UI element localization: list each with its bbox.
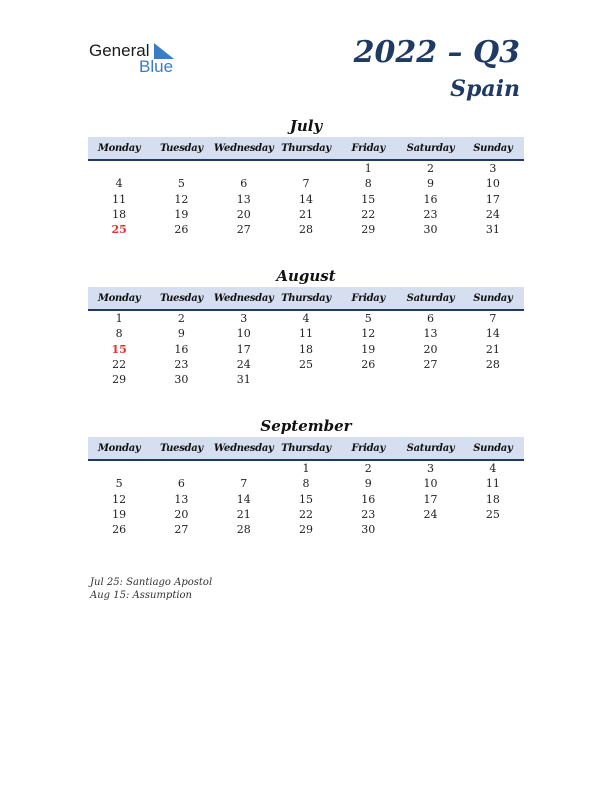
- day-cell: 26: [174, 223, 189, 237]
- day-cell: 15: [298, 492, 313, 506]
- weekday-label: Sunday: [473, 292, 513, 304]
- logo-word-blue: Blue: [139, 57, 174, 76]
- day-cell: 21: [298, 208, 313, 222]
- day-cell: 28: [485, 358, 500, 372]
- day-cell: 16: [361, 492, 376, 506]
- weekday-label: Monday: [97, 442, 141, 454]
- day-cell: 9: [177, 327, 185, 341]
- day-cell: 1: [364, 162, 372, 176]
- holiday-notes: [90, 576, 212, 602]
- day-cell: 24: [485, 208, 500, 222]
- day-cell: 20: [174, 508, 189, 522]
- day-cell: 22: [112, 358, 127, 372]
- day-cell: 21: [485, 342, 500, 356]
- day-cell: 20: [236, 208, 251, 222]
- day-cell: 18: [485, 492, 500, 506]
- day-cell: 16: [423, 192, 438, 206]
- weekday-label: Thursday: [281, 292, 331, 304]
- day-cell: 22: [298, 508, 313, 522]
- week-row: [88, 192, 524, 207]
- day-cell: 8: [302, 477, 310, 491]
- day-cell: 26: [361, 358, 376, 372]
- weekday-label: Wednesday: [213, 442, 274, 454]
- day-cell: 4: [302, 312, 310, 326]
- day-cell: 19: [174, 208, 189, 222]
- day-cell: 3: [427, 462, 435, 476]
- weekday-header: [88, 437, 524, 461]
- generalblue-logo: [89, 41, 189, 75]
- day-cell: 17: [485, 192, 500, 206]
- day-cell: 6: [240, 177, 248, 191]
- day-cell: 28: [298, 223, 313, 237]
- day-cell: 5: [177, 177, 185, 191]
- day-cell: 19: [361, 342, 376, 356]
- day-cell: 6: [177, 477, 185, 491]
- day-cell: 11: [112, 192, 127, 206]
- weekday-label: Tuesday: [159, 442, 203, 454]
- day-cell: 12: [361, 327, 376, 341]
- week-row: [88, 207, 524, 222]
- day-cell: 10: [423, 477, 438, 491]
- weekday-label: Sunday: [473, 142, 513, 154]
- day-cell: 7: [240, 477, 248, 491]
- logo-word-general: General: [89, 41, 150, 60]
- week-row: [88, 372, 524, 387]
- day-cell: 12: [174, 192, 189, 206]
- weekday-header: [88, 137, 524, 161]
- weekday-label: Thursday: [281, 442, 331, 454]
- weekday-label: Saturday: [406, 442, 455, 454]
- day-cell: 8: [115, 327, 123, 341]
- day-cell: 7: [489, 312, 497, 326]
- weekday-label: Monday: [97, 292, 141, 304]
- weekday-label: Tuesday: [159, 292, 203, 304]
- day-cell: 23: [361, 508, 376, 522]
- day-cell: 31: [236, 373, 251, 387]
- day-cell: 25: [298, 358, 313, 372]
- day-cell: 17: [236, 342, 251, 356]
- day-cell: 5: [115, 477, 123, 491]
- day-cell: 29: [112, 373, 127, 387]
- month-name: July: [289, 117, 323, 135]
- day-cell: 11: [298, 327, 313, 341]
- day-cell: 18: [298, 342, 313, 356]
- day-cell: 27: [423, 358, 438, 372]
- day-cell: 27: [236, 223, 251, 237]
- weekday-label: Friday: [351, 142, 385, 154]
- day-cell: 4: [115, 177, 123, 191]
- week-row: [88, 311, 524, 326]
- weekday-label: Monday: [97, 142, 141, 154]
- week-row: [88, 222, 524, 237]
- day-cell: 14: [236, 492, 251, 506]
- week-row: [88, 522, 524, 537]
- day-cell: 19: [112, 508, 127, 522]
- day-cell: 13: [236, 192, 251, 206]
- holiday-note: Jul 25: Santiago Apostol: [90, 577, 213, 588]
- day-cell: 25: [485, 508, 500, 522]
- weekday-label: Wednesday: [213, 292, 274, 304]
- day-cell: 6: [427, 312, 435, 326]
- day-cell: 17: [423, 492, 438, 506]
- holiday-day-cell: 25: [111, 223, 127, 237]
- week-row: [88, 507, 524, 522]
- weekday-header: [88, 287, 524, 311]
- day-cell: 24: [423, 508, 438, 522]
- day-cell: 18: [112, 208, 127, 222]
- day-cell: 24: [236, 358, 251, 372]
- day-cell: 27: [174, 523, 189, 537]
- day-cell: 8: [364, 177, 372, 191]
- day-cell: 3: [240, 312, 248, 326]
- day-cell: 3: [489, 162, 497, 176]
- day-cell: 13: [423, 327, 438, 341]
- weekday-label: Wednesday: [213, 142, 274, 154]
- day-cell: 23: [423, 208, 438, 222]
- week-row: [88, 492, 524, 507]
- day-cell: 30: [361, 523, 376, 537]
- week-row: [88, 326, 524, 341]
- day-cell: 23: [174, 358, 189, 372]
- day-cell: 29: [298, 523, 313, 537]
- day-cell: 5: [364, 312, 372, 326]
- day-cell: 30: [423, 223, 438, 237]
- weekday-label: Thursday: [281, 142, 331, 154]
- day-cell: 9: [364, 477, 372, 491]
- day-cell: 11: [485, 477, 500, 491]
- day-cell: 31: [485, 223, 500, 237]
- day-cell: 29: [361, 223, 376, 237]
- weekday-label: Sunday: [473, 442, 513, 454]
- day-cell: 10: [485, 177, 500, 191]
- month-name: September: [260, 417, 352, 435]
- day-cell: 10: [236, 327, 251, 341]
- page-subtitle: Spain: [450, 76, 520, 102]
- holiday-note: Aug 15: Assumption: [90, 590, 193, 601]
- day-cell: 16: [174, 342, 189, 356]
- day-cell: 9: [427, 177, 435, 191]
- month-block-july: [88, 116, 524, 237]
- day-cell: 30: [174, 373, 189, 387]
- weekday-label: Friday: [351, 292, 385, 304]
- month-name: August: [276, 267, 336, 285]
- day-cell: 2: [177, 312, 185, 326]
- month-block-august: [88, 266, 524, 387]
- day-cell: 2: [427, 162, 435, 176]
- day-cell: 28: [236, 523, 251, 537]
- day-cell: 22: [361, 208, 376, 222]
- weekday-label: Tuesday: [159, 142, 203, 154]
- day-cell: 14: [298, 192, 313, 206]
- day-cell: 4: [489, 462, 497, 476]
- day-cell: 12: [112, 492, 127, 506]
- holiday-day-cell: 15: [111, 342, 127, 356]
- day-cell: 21: [236, 508, 251, 522]
- day-cell: 2: [364, 462, 372, 476]
- day-cell: 14: [485, 327, 500, 341]
- weekday-label: Friday: [351, 442, 385, 454]
- day-cell: 26: [112, 523, 127, 537]
- day-cell: 1: [302, 462, 310, 476]
- day-cell: 20: [423, 342, 438, 356]
- week-row: [88, 176, 524, 191]
- day-cell: 7: [302, 177, 310, 191]
- weekday-label: Saturday: [406, 142, 455, 154]
- week-row: [88, 161, 524, 176]
- day-cell: 1: [115, 312, 123, 326]
- weekday-label: Saturday: [406, 292, 455, 304]
- week-row: [88, 342, 524, 357]
- day-cell: 13: [174, 492, 189, 506]
- day-cell: 15: [361, 192, 376, 206]
- week-row: [88, 357, 524, 372]
- month-block-september: [88, 416, 524, 537]
- page-title: 2022 – Q3: [353, 35, 520, 70]
- week-row: [88, 476, 524, 491]
- week-row: [88, 461, 524, 476]
